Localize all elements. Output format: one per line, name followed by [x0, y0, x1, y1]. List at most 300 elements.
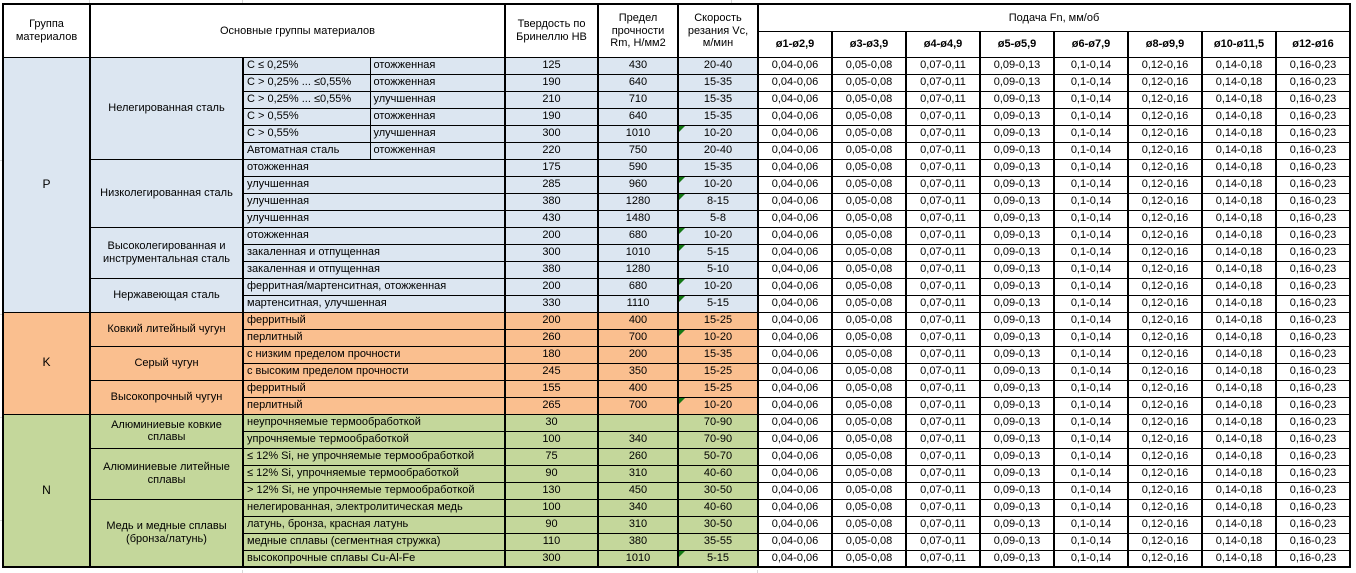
feed-cell[interactable]: 0,12-0,16 — [1128, 210, 1202, 227]
feed-cell[interactable]: 0,09-0,13 — [980, 91, 1054, 108]
feed-cell[interactable]: 0,07-0,11 — [906, 312, 980, 329]
feed-cell[interactable]: 0,09-0,13 — [980, 346, 1054, 363]
feed-cell[interactable]: 0,16-0,23 — [1276, 142, 1350, 159]
feed-cell[interactable]: 0,12-0,16 — [1128, 193, 1202, 210]
strength-cell[interactable]: 1480 — [598, 210, 678, 227]
header-diameter-5[interactable]: ø6-ø7,9 — [1054, 31, 1128, 57]
header-tensile-strength[interactable]: Предел прочности Rm, Н/мм2 — [598, 4, 678, 57]
cutting-speed-cell[interactable]: 15-25 — [678, 363, 758, 380]
header-diameter-2[interactable]: ø3-ø3,9 — [832, 31, 906, 57]
feed-cell[interactable]: 0,12-0,16 — [1128, 176, 1202, 193]
feed-cell[interactable]: 0,12-0,16 — [1128, 227, 1202, 244]
strength-cell[interactable]: 310 — [598, 516, 678, 533]
hardness-cell[interactable]: 155 — [505, 380, 598, 397]
feed-cell[interactable]: 0,1-0,14 — [1054, 448, 1128, 465]
feed-cell[interactable]: 0,09-0,13 — [980, 227, 1054, 244]
feed-cell[interactable]: 0,1-0,14 — [1054, 346, 1128, 363]
feed-cell[interactable]: 0,12-0,16 — [1128, 125, 1202, 142]
feed-cell[interactable]: 0,09-0,13 — [980, 448, 1054, 465]
feed-cell[interactable]: 0,07-0,11 — [906, 499, 980, 516]
feed-cell[interactable]: 0,12-0,16 — [1128, 414, 1202, 431]
feed-cell[interactable]: 0,14-0,18 — [1202, 363, 1276, 380]
feed-cell[interactable]: 0,16-0,23 — [1276, 516, 1350, 533]
feed-cell[interactable]: 0,04-0,06 — [758, 499, 832, 516]
condition-cell[interactable]: закаленная и отпущенная — [243, 261, 505, 278]
feed-cell[interactable]: 0,16-0,23 — [1276, 159, 1350, 176]
feed-cell[interactable]: 0,05-0,08 — [832, 91, 906, 108]
hardness-cell[interactable]: 265 — [505, 397, 598, 414]
strength-cell[interactable]: 700 — [598, 329, 678, 346]
feed-cell[interactable]: 0,16-0,23 — [1276, 261, 1350, 278]
cutting-speed-cell[interactable]: 15-35 — [678, 91, 758, 108]
condition-cell[interactable]: отожженная — [243, 159, 505, 176]
feed-cell[interactable]: 0,09-0,13 — [980, 74, 1054, 91]
condition-cell[interactable]: улучшенная — [243, 210, 505, 227]
feed-cell[interactable]: 0,12-0,16 — [1128, 380, 1202, 397]
feed-cell[interactable]: 0,1-0,14 — [1054, 210, 1128, 227]
feed-cell[interactable]: 0,14-0,18 — [1202, 125, 1276, 142]
feed-cell[interactable]: 0,1-0,14 — [1054, 329, 1128, 346]
condition-cell[interactable]: перлитный — [243, 329, 505, 346]
cutting-speed-cell[interactable]: 5-10 — [678, 261, 758, 278]
feed-cell[interactable]: 0,14-0,18 — [1202, 550, 1276, 567]
feed-cell[interactable]: 0,07-0,11 — [906, 397, 980, 414]
feed-cell[interactable]: 0,05-0,08 — [832, 176, 906, 193]
feed-cell[interactable]: 0,05-0,08 — [832, 244, 906, 261]
feed-cell[interactable]: 0,04-0,06 — [758, 210, 832, 227]
strength-cell[interactable] — [598, 414, 678, 431]
material-block-name-cell[interactable]: Нержавеющая сталь — [90, 278, 243, 312]
feed-cell[interactable]: 0,07-0,11 — [906, 533, 980, 550]
feed-cell[interactable]: 0,05-0,08 — [832, 74, 906, 91]
feed-cell[interactable]: 0,1-0,14 — [1054, 363, 1128, 380]
feed-cell[interactable]: 0,14-0,18 — [1202, 482, 1276, 499]
feed-cell[interactable]: 0,16-0,23 — [1276, 244, 1350, 261]
condition-cell[interactable]: ферритная/мартенситная, отожженная — [243, 278, 505, 295]
feed-cell[interactable]: 0,09-0,13 — [980, 329, 1054, 346]
feed-cell[interactable]: 0,12-0,16 — [1128, 533, 1202, 550]
hardness-cell[interactable]: 180 — [505, 346, 598, 363]
condition-cell[interactable]: ферритный — [243, 312, 505, 329]
cutting-speed-cell[interactable]: 20-40 — [678, 57, 758, 74]
feed-cell[interactable]: 0,09-0,13 — [980, 176, 1054, 193]
cutting-speed-cell[interactable]: 30-50 — [678, 516, 758, 533]
header-diameter-8[interactable]: ø12-ø16 — [1276, 31, 1350, 57]
feed-cell[interactable]: 0,12-0,16 — [1128, 91, 1202, 108]
feed-cell[interactable]: 0,07-0,11 — [906, 74, 980, 91]
feed-cell[interactable]: 0,16-0,23 — [1276, 57, 1350, 74]
feed-cell[interactable]: 0,05-0,08 — [832, 210, 906, 227]
feed-cell[interactable]: 0,12-0,16 — [1128, 74, 1202, 91]
condition-cell[interactable]: улучшенная — [243, 193, 505, 210]
material-block-name-cell[interactable]: Ковкий литейный чугун — [90, 312, 243, 346]
feed-cell[interactable]: 0,05-0,08 — [832, 278, 906, 295]
hardness-cell[interactable]: 110 — [505, 533, 598, 550]
feed-cell[interactable]: 0,16-0,23 — [1276, 312, 1350, 329]
hardness-cell[interactable]: 200 — [505, 278, 598, 295]
feed-cell[interactable]: 0,05-0,08 — [832, 261, 906, 278]
feed-cell[interactable]: 0,04-0,06 — [758, 108, 832, 125]
feed-cell[interactable]: 0,12-0,16 — [1128, 482, 1202, 499]
feed-cell[interactable]: 0,04-0,06 — [758, 431, 832, 448]
condition-cell[interactable]: Автоматная сталь — [243, 142, 370, 159]
hardness-cell[interactable]: 245 — [505, 363, 598, 380]
header-diameter-3[interactable]: ø4-ø4,9 — [906, 31, 980, 57]
strength-cell[interactable]: 350 — [598, 363, 678, 380]
feed-cell[interactable]: 0,1-0,14 — [1054, 244, 1128, 261]
cutting-speed-cell[interactable]: 15-35 — [678, 74, 758, 91]
feed-cell[interactable]: 0,14-0,18 — [1202, 397, 1276, 414]
feed-cell[interactable]: 0,16-0,23 — [1276, 329, 1350, 346]
strength-cell[interactable]: 640 — [598, 74, 678, 91]
strength-cell[interactable]: 380 — [598, 533, 678, 550]
header-diameter-7[interactable]: ø10-ø11,5 — [1202, 31, 1276, 57]
feed-cell[interactable]: 0,12-0,16 — [1128, 550, 1202, 567]
feed-cell[interactable]: 0,14-0,18 — [1202, 448, 1276, 465]
feed-cell[interactable]: 0,09-0,13 — [980, 431, 1054, 448]
feed-cell[interactable]: 0,14-0,18 — [1202, 278, 1276, 295]
condition-cell[interactable]: ферритный — [243, 380, 505, 397]
cutting-speed-cell[interactable]: 40-60 — [678, 499, 758, 516]
condition-cell[interactable]: латунь, бронза, красная латунь — [243, 516, 505, 533]
strength-cell[interactable]: 200 — [598, 346, 678, 363]
material-block-name-cell[interactable]: Алюминиевые ковкие сплавы — [90, 414, 243, 448]
feed-cell[interactable]: 0,09-0,13 — [980, 193, 1054, 210]
feed-cell[interactable]: 0,05-0,08 — [832, 516, 906, 533]
feed-cell[interactable]: 0,05-0,08 — [832, 482, 906, 499]
feed-cell[interactable]: 0,14-0,18 — [1202, 142, 1276, 159]
feed-cell[interactable]: 0,16-0,23 — [1276, 346, 1350, 363]
feed-cell[interactable]: 0,04-0,06 — [758, 380, 832, 397]
feed-cell[interactable]: 0,12-0,16 — [1128, 142, 1202, 159]
feed-cell[interactable]: 0,16-0,23 — [1276, 431, 1350, 448]
feed-cell[interactable]: 0,05-0,08 — [832, 431, 906, 448]
material-block-name-cell[interactable]: Низколегированная сталь — [90, 159, 243, 227]
hardness-cell[interactable]: 130 — [505, 482, 598, 499]
feed-cell[interactable]: 0,12-0,16 — [1128, 244, 1202, 261]
feed-cell[interactable]: 0,12-0,16 — [1128, 516, 1202, 533]
feed-cell[interactable]: 0,16-0,23 — [1276, 448, 1350, 465]
feed-cell[interactable]: 0,12-0,16 — [1128, 57, 1202, 74]
feed-cell[interactable]: 0,04-0,06 — [758, 74, 832, 91]
feed-cell[interactable]: 0,1-0,14 — [1054, 397, 1128, 414]
feed-cell[interactable]: 0,07-0,11 — [906, 431, 980, 448]
feed-cell[interactable]: 0,05-0,08 — [832, 414, 906, 431]
feed-cell[interactable]: 0,05-0,08 — [832, 380, 906, 397]
cutting-speed-cell[interactable]: 5-15 — [678, 244, 758, 261]
feed-cell[interactable]: 0,14-0,18 — [1202, 380, 1276, 397]
material-block-name-cell[interactable]: Высоколегированная и инструментальная сталь — [90, 227, 243, 278]
hardness-cell[interactable]: 75 — [505, 448, 598, 465]
hardness-cell[interactable]: 300 — [505, 550, 598, 567]
feed-cell[interactable]: 0,1-0,14 — [1054, 482, 1128, 499]
feed-cell[interactable]: 0,1-0,14 — [1054, 261, 1128, 278]
feed-cell[interactable]: 0,14-0,18 — [1202, 261, 1276, 278]
condition-cell[interactable]: неупрочняемые термообработкой — [243, 414, 505, 431]
feed-cell[interactable]: 0,04-0,06 — [758, 533, 832, 550]
hardness-cell[interactable]: 200 — [505, 312, 598, 329]
feed-cell[interactable]: 0,07-0,11 — [906, 193, 980, 210]
feed-cell[interactable]: 0,16-0,23 — [1276, 176, 1350, 193]
feed-cell[interactable]: 0,09-0,13 — [980, 533, 1054, 550]
cutting-speed-cell[interactable]: 5-15 — [678, 295, 758, 312]
feed-cell[interactable]: 0,16-0,23 — [1276, 74, 1350, 91]
hardness-cell[interactable]: 260 — [505, 329, 598, 346]
feed-cell[interactable]: 0,16-0,23 — [1276, 482, 1350, 499]
condition-cell[interactable]: C > 0,25% ... ≤0,55% — [243, 74, 370, 91]
strength-cell[interactable]: 1280 — [598, 261, 678, 278]
feed-cell[interactable]: 0,16-0,23 — [1276, 499, 1350, 516]
condition-cell[interactable]: закаленная и отпущенная — [243, 244, 505, 261]
hardness-cell[interactable]: 190 — [505, 108, 598, 125]
feed-cell[interactable]: 0,16-0,23 — [1276, 380, 1350, 397]
strength-cell[interactable]: 640 — [598, 108, 678, 125]
treatment-cell[interactable]: отожженная — [370, 142, 505, 159]
strength-cell[interactable]: 1010 — [598, 125, 678, 142]
feed-cell[interactable]: 0,16-0,23 — [1276, 278, 1350, 295]
feed-cell[interactable]: 0,09-0,13 — [980, 499, 1054, 516]
feed-cell[interactable]: 0,07-0,11 — [906, 516, 980, 533]
strength-cell[interactable]: 750 — [598, 142, 678, 159]
feed-cell[interactable]: 0,09-0,13 — [980, 312, 1054, 329]
header-diameter-4[interactable]: ø5-ø5,9 — [980, 31, 1054, 57]
feed-cell[interactable]: 0,04-0,06 — [758, 261, 832, 278]
feed-cell[interactable]: 0,12-0,16 — [1128, 159, 1202, 176]
feed-cell[interactable]: 0,16-0,23 — [1276, 550, 1350, 567]
strength-cell[interactable]: 340 — [598, 431, 678, 448]
group-letter-cell[interactable]: P — [3, 57, 90, 312]
feed-cell[interactable]: 0,05-0,08 — [832, 142, 906, 159]
treatment-cell[interactable]: отожженная — [370, 74, 505, 91]
feed-cell[interactable]: 0,04-0,06 — [758, 295, 832, 312]
feed-cell[interactable]: 0,07-0,11 — [906, 142, 980, 159]
cutting-speed-cell[interactable]: 40-60 — [678, 465, 758, 482]
hardness-cell[interactable]: 300 — [505, 125, 598, 142]
feed-cell[interactable]: 0,07-0,11 — [906, 91, 980, 108]
feed-cell[interactable]: 0,1-0,14 — [1054, 533, 1128, 550]
condition-cell[interactable]: C > 0,55% — [243, 108, 370, 125]
cutting-speed-cell[interactable]: 15-35 — [678, 346, 758, 363]
feed-cell[interactable]: 0,16-0,23 — [1276, 363, 1350, 380]
header-brinell-hardness[interactable]: Твердость по Бринеллю HB — [505, 4, 598, 57]
cutting-speed-cell[interactable]: 15-35 — [678, 108, 758, 125]
cutting-speed-cell[interactable]: 10-20 — [678, 176, 758, 193]
feed-cell[interactable]: 0,1-0,14 — [1054, 516, 1128, 533]
feed-cell[interactable]: 0,09-0,13 — [980, 261, 1054, 278]
feed-cell[interactable]: 0,16-0,23 — [1276, 125, 1350, 142]
treatment-cell[interactable]: улучшенная — [370, 125, 505, 142]
condition-cell[interactable]: ≤ 12% Si, упрочняемые термообработкой — [243, 465, 505, 482]
strength-cell[interactable]: 710 — [598, 91, 678, 108]
strength-cell[interactable]: 310 — [598, 465, 678, 482]
feed-cell[interactable]: 0,14-0,18 — [1202, 516, 1276, 533]
feed-cell[interactable]: 0,1-0,14 — [1054, 125, 1128, 142]
strength-cell[interactable]: 450 — [598, 482, 678, 499]
feed-cell[interactable]: 0,1-0,14 — [1054, 499, 1128, 516]
hardness-cell[interactable]: 90 — [505, 465, 598, 482]
condition-cell[interactable]: медные сплавы (сегментная стружка) — [243, 533, 505, 550]
hardness-cell[interactable]: 90 — [505, 516, 598, 533]
feed-cell[interactable]: 0,05-0,08 — [832, 125, 906, 142]
feed-cell[interactable]: 0,04-0,06 — [758, 346, 832, 363]
feed-cell[interactable]: 0,1-0,14 — [1054, 159, 1128, 176]
feed-cell[interactable]: 0,09-0,13 — [980, 363, 1054, 380]
header-cutting-speed[interactable]: Скорость резания Vc, м/мин — [678, 4, 758, 57]
condition-cell[interactable]: с низким пределом прочности — [243, 346, 505, 363]
feed-cell[interactable]: 0,14-0,18 — [1202, 312, 1276, 329]
strength-cell[interactable]: 960 — [598, 176, 678, 193]
cutting-speed-cell[interactable]: 10-20 — [678, 329, 758, 346]
strength-cell[interactable]: 700 — [598, 397, 678, 414]
hardness-cell[interactable]: 190 — [505, 74, 598, 91]
material-block-name-cell[interactable]: Высокопрочный чугун — [90, 380, 243, 414]
condition-cell[interactable]: с высоким пределом прочности — [243, 363, 505, 380]
feed-cell[interactable]: 0,05-0,08 — [832, 363, 906, 380]
feed-cell[interactable]: 0,14-0,18 — [1202, 244, 1276, 261]
feed-cell[interactable]: 0,05-0,08 — [832, 397, 906, 414]
cutting-speed-cell[interactable]: 50-70 — [678, 448, 758, 465]
cutting-speed-cell[interactable]: 15-25 — [678, 380, 758, 397]
condition-cell[interactable]: нелегированная, электролитическая медь — [243, 499, 505, 516]
feed-cell[interactable]: 0,09-0,13 — [980, 159, 1054, 176]
feed-cell[interactable]: 0,12-0,16 — [1128, 431, 1202, 448]
hardness-cell[interactable]: 175 — [505, 159, 598, 176]
feed-cell[interactable]: 0,14-0,18 — [1202, 193, 1276, 210]
feed-cell[interactable]: 0,14-0,18 — [1202, 176, 1276, 193]
feed-cell[interactable]: 0,04-0,06 — [758, 91, 832, 108]
feed-cell[interactable]: 0,04-0,06 — [758, 125, 832, 142]
hardness-cell[interactable]: 380 — [505, 261, 598, 278]
feed-cell[interactable]: 0,04-0,06 — [758, 142, 832, 159]
feed-cell[interactable]: 0,04-0,06 — [758, 397, 832, 414]
hardness-cell[interactable]: 430 — [505, 210, 598, 227]
feed-cell[interactable]: 0,07-0,11 — [906, 329, 980, 346]
feed-cell[interactable]: 0,12-0,16 — [1128, 346, 1202, 363]
material-block-name-cell[interactable]: Нелегированная сталь — [90, 57, 243, 159]
feed-cell[interactable]: 0,07-0,11 — [906, 159, 980, 176]
feed-cell[interactable]: 0,1-0,14 — [1054, 550, 1128, 567]
feed-cell[interactable]: 0,14-0,18 — [1202, 74, 1276, 91]
feed-cell[interactable]: 0,04-0,06 — [758, 329, 832, 346]
condition-cell[interactable]: C > 0,25% ... ≤0,55% — [243, 91, 370, 108]
feed-cell[interactable]: 0,09-0,13 — [980, 465, 1054, 482]
condition-cell[interactable]: перлитный — [243, 397, 505, 414]
feed-cell[interactable]: 0,14-0,18 — [1202, 533, 1276, 550]
feed-cell[interactable]: 0,1-0,14 — [1054, 278, 1128, 295]
feed-cell[interactable]: 0,12-0,16 — [1128, 397, 1202, 414]
feed-cell[interactable]: 0,12-0,16 — [1128, 108, 1202, 125]
cutting-speed-cell[interactable]: 10-20 — [678, 397, 758, 414]
feed-cell[interactable]: 0,05-0,08 — [832, 193, 906, 210]
feed-cell[interactable]: 0,07-0,11 — [906, 108, 980, 125]
header-feed[interactable]: Подача Fn, мм/об — [758, 4, 1350, 31]
feed-cell[interactable]: 0,04-0,06 — [758, 482, 832, 499]
feed-cell[interactable]: 0,05-0,08 — [832, 448, 906, 465]
cutting-speed-cell[interactable]: 10-20 — [678, 227, 758, 244]
treatment-cell[interactable]: отожженная — [370, 108, 505, 125]
feed-cell[interactable]: 0,09-0,13 — [980, 482, 1054, 499]
feed-cell[interactable]: 0,16-0,23 — [1276, 108, 1350, 125]
group-letter-cell[interactable]: K — [3, 312, 90, 414]
condition-cell[interactable]: упрочняемые термообработкой — [243, 431, 505, 448]
strength-cell[interactable]: 680 — [598, 278, 678, 295]
feed-cell[interactable]: 0,09-0,13 — [980, 380, 1054, 397]
feed-cell[interactable]: 0,09-0,13 — [980, 550, 1054, 567]
feed-cell[interactable]: 0,05-0,08 — [832, 108, 906, 125]
feed-cell[interactable]: 0,07-0,11 — [906, 482, 980, 499]
feed-cell[interactable]: 0,1-0,14 — [1054, 91, 1128, 108]
feed-cell[interactable]: 0,14-0,18 — [1202, 346, 1276, 363]
feed-cell[interactable]: 0,12-0,16 — [1128, 295, 1202, 312]
cutting-speed-cell[interactable]: 70-90 — [678, 414, 758, 431]
strength-cell[interactable]: 1010 — [598, 244, 678, 261]
feed-cell[interactable]: 0,07-0,11 — [906, 244, 980, 261]
feed-cell[interactable]: 0,1-0,14 — [1054, 431, 1128, 448]
feed-cell[interactable]: 0,04-0,06 — [758, 278, 832, 295]
feed-cell[interactable]: 0,14-0,18 — [1202, 295, 1276, 312]
feed-cell[interactable]: 0,09-0,13 — [980, 244, 1054, 261]
feed-cell[interactable]: 0,07-0,11 — [906, 125, 980, 142]
feed-cell[interactable]: 0,05-0,08 — [832, 227, 906, 244]
feed-cell[interactable]: 0,09-0,13 — [980, 516, 1054, 533]
feed-cell[interactable]: 0,12-0,16 — [1128, 499, 1202, 516]
feed-cell[interactable]: 0,1-0,14 — [1054, 380, 1128, 397]
feed-cell[interactable]: 0,05-0,08 — [832, 550, 906, 567]
feed-cell[interactable]: 0,07-0,11 — [906, 363, 980, 380]
feed-cell[interactable]: 0,1-0,14 — [1054, 295, 1128, 312]
feed-cell[interactable]: 0,1-0,14 — [1054, 193, 1128, 210]
condition-cell[interactable]: высокопрочные сплавы Cu-Al-Fe — [243, 550, 505, 567]
feed-cell[interactable]: 0,1-0,14 — [1054, 57, 1128, 74]
strength-cell[interactable]: 1110 — [598, 295, 678, 312]
strength-cell[interactable]: 430 — [598, 57, 678, 74]
header-main-material-groups[interactable]: Основные группы материалов — [90, 4, 505, 57]
feed-cell[interactable]: 0,05-0,08 — [832, 499, 906, 516]
feed-cell[interactable]: 0,16-0,23 — [1276, 533, 1350, 550]
feed-cell[interactable]: 0,04-0,06 — [758, 193, 832, 210]
feed-cell[interactable]: 0,14-0,18 — [1202, 329, 1276, 346]
feed-cell[interactable]: 0,14-0,18 — [1202, 210, 1276, 227]
material-block-name-cell[interactable]: Алюминиевые литейные сплавы — [90, 448, 243, 499]
feed-cell[interactable]: 0,04-0,06 — [758, 159, 832, 176]
hardness-cell[interactable]: 30 — [505, 414, 598, 431]
feed-cell[interactable]: 0,05-0,08 — [832, 159, 906, 176]
feed-cell[interactable]: 0,09-0,13 — [980, 414, 1054, 431]
feed-cell[interactable]: 0,04-0,06 — [758, 312, 832, 329]
feed-cell[interactable]: 0,1-0,14 — [1054, 142, 1128, 159]
treatment-cell[interactable]: отожженная — [370, 57, 505, 74]
feed-cell[interactable]: 0,07-0,11 — [906, 227, 980, 244]
feed-cell[interactable]: 0,09-0,13 — [980, 295, 1054, 312]
feed-cell[interactable]: 0,09-0,13 — [980, 397, 1054, 414]
feed-cell[interactable]: 0,12-0,16 — [1128, 278, 1202, 295]
feed-cell[interactable]: 0,12-0,16 — [1128, 261, 1202, 278]
feed-cell[interactable]: 0,14-0,18 — [1202, 108, 1276, 125]
feed-cell[interactable]: 0,05-0,08 — [832, 295, 906, 312]
cutting-speed-cell[interactable]: 10-20 — [678, 125, 758, 142]
strength-cell[interactable]: 1280 — [598, 193, 678, 210]
condition-cell[interactable]: мартенситная, улучшенная — [243, 295, 505, 312]
feed-cell[interactable]: 0,09-0,13 — [980, 125, 1054, 142]
feed-cell[interactable]: 0,04-0,06 — [758, 363, 832, 380]
cutting-speed-cell[interactable]: 35-55 — [678, 533, 758, 550]
feed-cell[interactable]: 0,12-0,16 — [1128, 448, 1202, 465]
feed-cell[interactable]: 0,05-0,08 — [832, 57, 906, 74]
group-letter-cell[interactable]: N — [3, 414, 90, 567]
cutting-speed-cell[interactable]: 70-90 — [678, 431, 758, 448]
hardness-cell[interactable]: 330 — [505, 295, 598, 312]
feed-cell[interactable]: 0,04-0,06 — [758, 227, 832, 244]
